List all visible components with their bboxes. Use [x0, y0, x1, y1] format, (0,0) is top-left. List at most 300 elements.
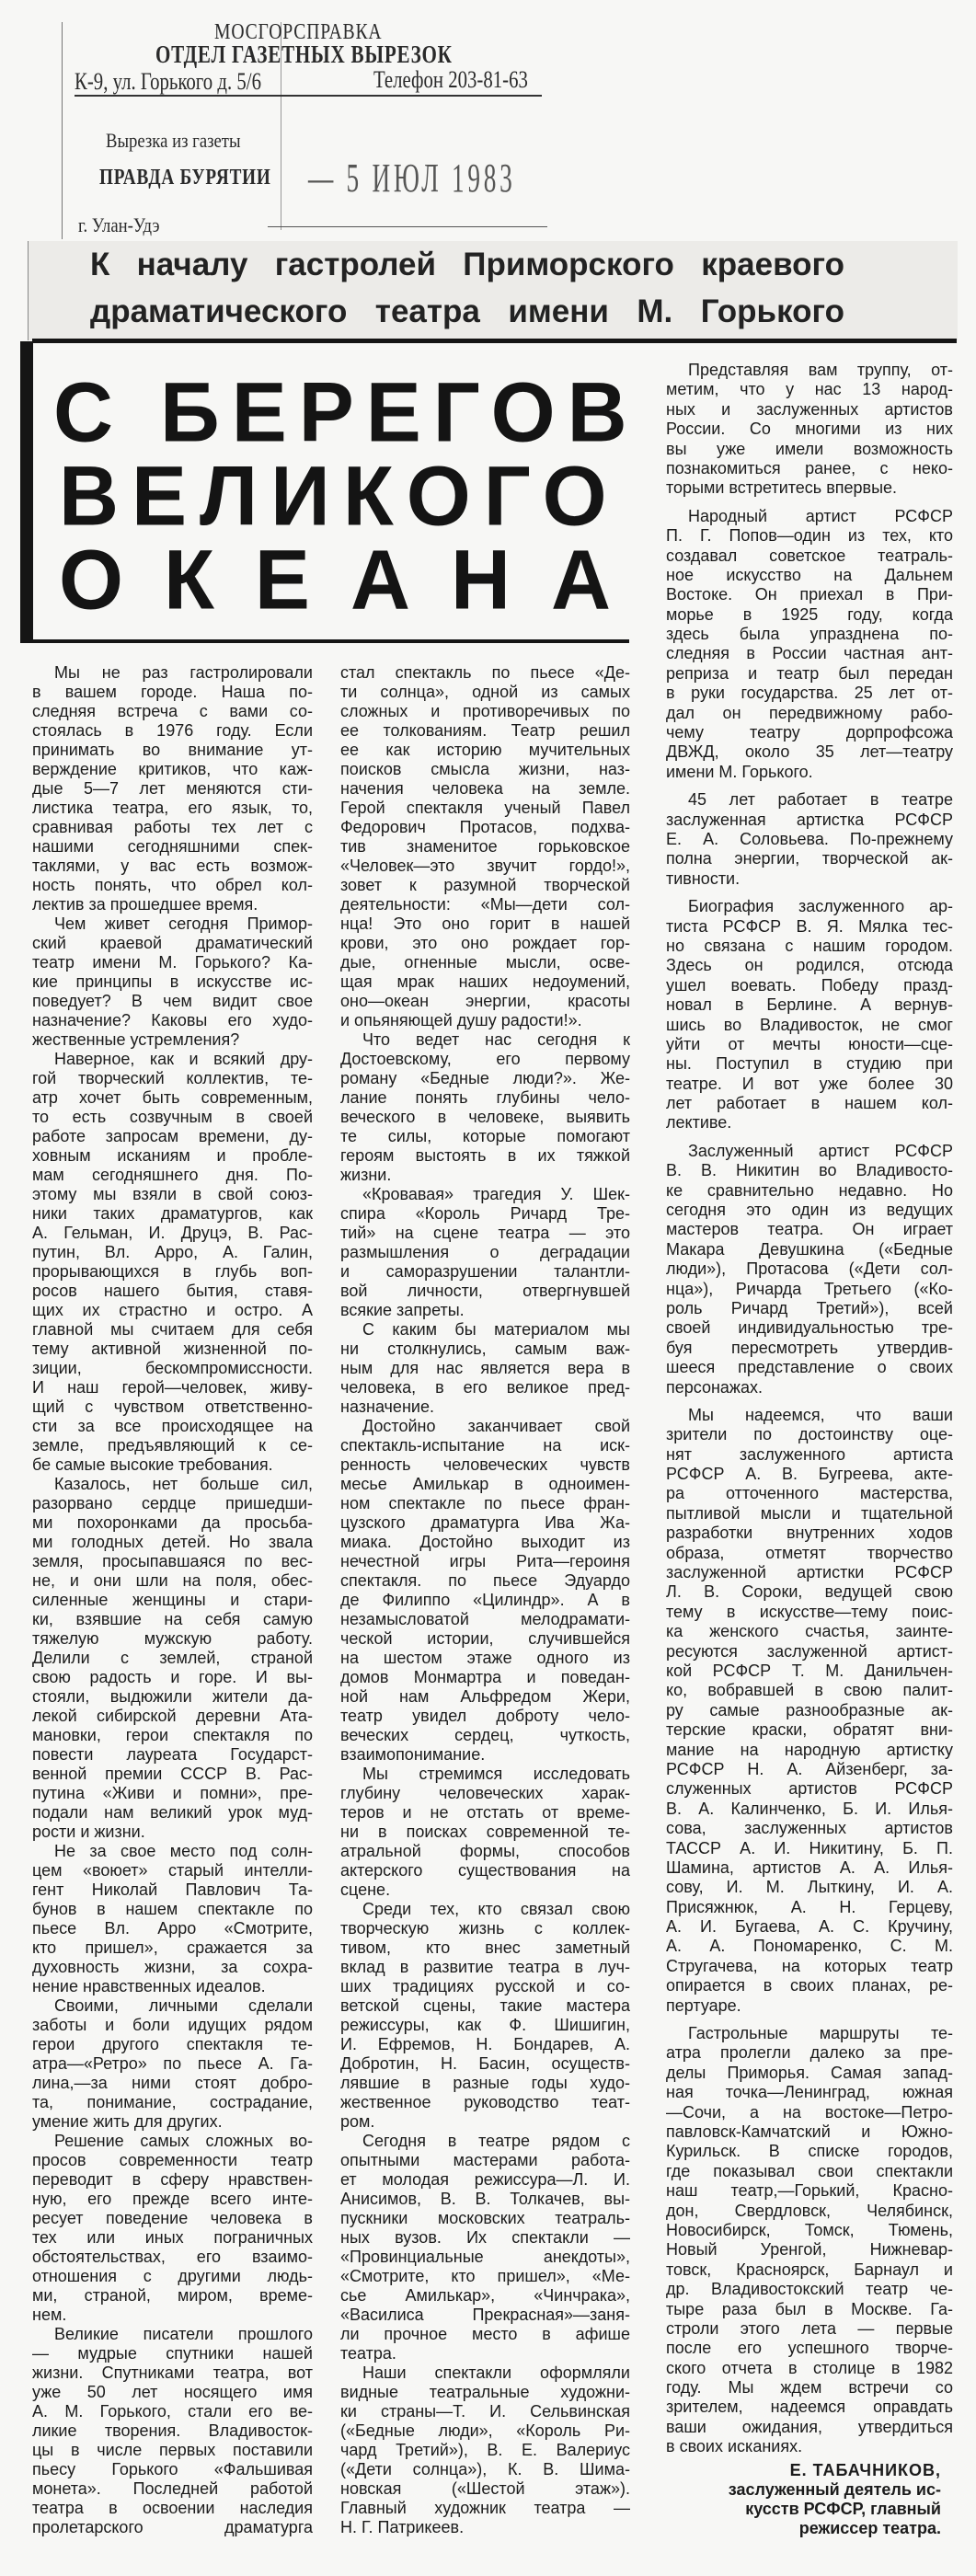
paragraph: [32, 2132, 313, 2325]
text-line: чему театру дорпрофсожа: [666, 723, 953, 742]
text-line: в руки государства. 25 лет от-: [666, 684, 953, 703]
text-line: нечестной игры Рита—героиня: [340, 1552, 630, 1570]
text-line: жизни.: [340, 1166, 392, 1184]
paragraph: [32, 1050, 313, 1475]
text-line: роль Ричард Третий»), всей: [666, 1298, 953, 1317]
text-line: лявшие в разные годы худо-: [340, 2074, 630, 2092]
text-line: шись во Владивосток, не смог: [666, 1015, 953, 1034]
text-line: режиссуры, как Ф. Шишигин,: [340, 2016, 630, 2034]
text-line: разработки внутренних ходов: [666, 1524, 953, 1543]
text-line: уйти от мечты юности—сце-: [666, 1034, 953, 1053]
text-line: дые, огненные мысли, осве-: [340, 953, 630, 972]
text-line: пьесу Горького «Фальшивая: [32, 2460, 313, 2478]
text-line: Гастрольные маршруты те-: [688, 2024, 953, 2043]
text-line: назначение.: [340, 1397, 434, 1416]
text-line: видные театральные художни-: [340, 2383, 630, 2401]
text-line: А. А. Пономаренко, С. М.: [666, 1937, 953, 1956]
text-line: П. Г. Попов—один из тех, кто: [666, 526, 953, 546]
text-line: путин, Вл. Арро, А. Галин,: [32, 1243, 313, 1261]
text-line: творческую жизнь с коллек-: [340, 1919, 630, 1938]
paragraph: [666, 507, 953, 782]
text-line: опытными мастерами работа-: [340, 2151, 630, 2169]
text-line: и саморазрушении талантли-: [340, 1262, 630, 1281]
text-line: Мы не раз гастролировали: [54, 663, 313, 682]
text-line: дон, Свердловск, Челябинск,: [666, 2201, 953, 2220]
text-line: ского отчета в столице в 1982: [666, 2358, 953, 2377]
text-line: зрителем, надеемся оправдать: [666, 2398, 953, 2417]
paragraph: [340, 1030, 630, 1185]
text-line: ли прочное место в афише: [340, 2325, 630, 2343]
text-line: тивности.: [666, 868, 741, 888]
text-line: незамысловатой мелодрамати-: [340, 1610, 630, 1628]
text-line: жественное руководство теат-: [340, 2093, 630, 2111]
text-line: жизни. Спутниками театра, вот: [32, 2363, 313, 2382]
text-line: герои другого спектакля те-: [32, 2035, 313, 2053]
text-line: Курильск. В списке городов,: [666, 2142, 953, 2161]
text-line: Представляя вам труппу, от-: [688, 361, 953, 379]
paragraph: [32, 1475, 313, 1842]
text-line: люди»), Протасова («Дети сол-: [666, 1259, 953, 1279]
text-line: нят заслуженного артиста: [666, 1444, 953, 1464]
text-line: ресует поведение человека в: [32, 2209, 313, 2227]
text-line: тех или иных пограничных: [32, 2228, 313, 2247]
text-line: щий с чувством ответственно-: [32, 1397, 313, 1416]
text-line: монета». Последней работой: [32, 2479, 313, 2498]
text-line: то есть созвучным в своей: [32, 1108, 313, 1126]
text-line: де Филиппо «Цилиндр». А в: [340, 1591, 630, 1609]
headline-line: ВЕЛИКОГО: [59, 450, 620, 544]
text-line: тий» на сцене театра — это: [340, 1224, 630, 1242]
paragraph: [340, 1417, 630, 1765]
stamp-department: ОТДЕЛ ГАЗЕТНЫХ ВЫРЕЗОК: [155, 40, 453, 68]
text-line: А. Гельман, И. Друцэ, В. Рас-: [32, 1224, 313, 1242]
text-line: Казалось, нет больше сил,: [54, 1475, 313, 1493]
text-line: не, и они шли на поля, обес-: [32, 1571, 313, 1590]
text-line: атра—«Ретро» по пьесе А. Га-: [32, 2054, 313, 2073]
date-stamp: — 5 ИЮЛ 1983: [308, 155, 516, 201]
text-line: России. Со многими из них: [666, 420, 953, 439]
text-line: поисков смысла жизни, наз-: [340, 760, 630, 778]
text-line: «Кровавая» трагедия У. Шек-: [362, 1185, 630, 1203]
paragraph: [32, 1996, 313, 2132]
paragraph: [666, 361, 953, 499]
text-line: Шамина, артистов А. А. Илья-: [666, 1857, 953, 1877]
text-line: («Дети солнца»), К. В. Шима-: [340, 2460, 630, 2478]
text-line: спектакля. по пьесе Эдуардо: [340, 1571, 630, 1590]
text-line: обстоятельствах, его взаимо-: [32, 2248, 313, 2266]
text-line: кто пришел», сражается за: [32, 1938, 313, 1957]
text-line: человека, в его великое пред-: [340, 1378, 630, 1397]
text-line: И. Ефремов, Н. Бондарев, А.: [340, 2035, 630, 2053]
paragraph: [32, 2325, 313, 2537]
text-line: создавал советское театраль-: [666, 546, 953, 565]
text-line: в своих исканиях.: [666, 2437, 803, 2456]
text-line: А. М. Горького, стали его ве-: [32, 2402, 313, 2421]
text-line: сье Амилькар», «Чинчрака»,: [340, 2286, 630, 2305]
text-line: подали нам великий урок муд-: [32, 1803, 313, 1822]
text-line: следняя встреча с вами со-: [32, 702, 313, 720]
text-line: ром.: [340, 2112, 375, 2131]
text-line: лание понять глубины чело-: [340, 1088, 630, 1107]
text-line: назначение? Каковы его худо-: [32, 1011, 313, 1029]
text-line: стояли, выдюжили жители да-: [32, 1687, 313, 1706]
text-line: бунов в нашем спектакле по: [32, 1900, 313, 1918]
text-line: лекой сибирской деревни Ата-: [32, 1707, 313, 1725]
author-role-line: режиссер театра.: [798, 2519, 941, 2537]
paragraph: [340, 1900, 630, 2132]
text-line: ны. Поступил в студию при: [666, 1054, 953, 1074]
paragraph: [32, 914, 313, 1050]
text-line: Чем живет сегодня Примор-: [54, 914, 313, 933]
paragraph: [32, 1842, 313, 1996]
text-line: ки страны—Т. И. Сельвинская: [340, 2402, 630, 2421]
text-line: ни столкнулись, самым важ-: [340, 1340, 630, 1358]
text-line: бе самые высокие требования.: [32, 1455, 273, 1474]
author-role-line: заслуженный деятель ис-: [728, 2480, 941, 2499]
paragraph: [340, 2363, 630, 2537]
text-line: Макара Девушкина («Бедные: [666, 1239, 953, 1259]
text-line: В. В. Никитин во Владивосто-: [666, 1161, 953, 1180]
text-line: атр хочет быть современным,: [32, 1088, 313, 1107]
text-line: стоялась в 1976 году. Если: [32, 721, 313, 740]
text-line: атра пролегли далеко за пре-: [666, 2043, 953, 2063]
text-line: тему в искусстве—тему поис-: [666, 1602, 953, 1621]
text-line: щих их страстно и остро. А: [32, 1301, 313, 1319]
text-line: Н. Г. Патрикеев.: [340, 2518, 465, 2536]
text-line: Заслуженный артист РСФСР: [688, 1141, 953, 1160]
text-line: («Бедные люди», «Король Ри-: [340, 2421, 630, 2440]
text-line: кой РСФСР Т. М. Данильчен-: [666, 1662, 953, 1680]
text-line: пьесе Вл. Арро «Смотрите,: [32, 1919, 313, 1938]
text-line: пускники московских театраль-: [340, 2209, 630, 2227]
text-line: сову, И. М. Лыткину, И. А.: [666, 1878, 953, 1897]
text-line: Не за свое место под солн-: [54, 1842, 313, 1860]
text-line: пертуаре.: [666, 1995, 741, 2015]
text-line: актерского существования на: [340, 1861, 630, 1880]
text-line: вы уже имели возможность: [666, 439, 953, 458]
text-line: ти солнца», одной из самых: [340, 683, 630, 701]
text-line: заслуженной артистки РСФСР: [666, 1563, 953, 1582]
text-line: Сегодня в театре рядом с: [362, 2132, 630, 2150]
text-line: мастеров театра. Он играет: [666, 1220, 953, 1239]
text-line: после его успешного творче-: [666, 2339, 953, 2358]
text-line: нем.: [32, 2306, 67, 2324]
text-line: лина,—за ними стоят добро-: [32, 2074, 313, 2092]
text-line: верждение критиков, что каж-: [32, 760, 313, 778]
text-line: С каким бы материалом мы: [362, 1320, 630, 1339]
text-line: ных вузов. Их спектакли —: [340, 2228, 630, 2247]
text-line: веческого в человеке, выявить: [340, 1108, 630, 1126]
paragraph: [340, 1765, 630, 1900]
text-line: цузского драматурга Ива Жа-: [340, 1513, 630, 1532]
paragraph: [666, 2024, 953, 2457]
text-line: И наш герой—человек, живу-: [32, 1378, 313, 1397]
text-line: Новосибирск, Томск, Тюмень,: [666, 2220, 953, 2239]
text-line: роману «Бедные люди?». Же-: [340, 1069, 630, 1087]
text-line: ки, взявшие на себя самую: [32, 1610, 313, 1628]
text-line: нашими сегодняшними спек-: [32, 837, 313, 856]
text-line: размышления о деградации: [340, 1243, 630, 1261]
text-line: тиста РСФСР В. Я. Мялка тес-: [666, 916, 953, 936]
stamp-address: К-9, ул. Горького д. 5/6: [75, 68, 261, 95]
text-line: 45 лет работает в театре: [688, 790, 953, 810]
text-line: цем «воюет» старый интелли-: [32, 1861, 313, 1880]
text-line: сравнивая работы тех лет с: [32, 818, 313, 836]
text-line: полна энергии, творческой ак-: [666, 849, 953, 868]
text-line: ру самые разнообразные ак-: [666, 1700, 953, 1719]
text-line: духовность жизни, за сохра-: [32, 1958, 313, 1976]
text-line: «Василиса Прекрасная»—заня-: [340, 2306, 630, 2324]
text-line: тяжелую мужскую работу.: [32, 1629, 313, 1648]
text-line: ми, страной, миром, време-: [32, 2286, 313, 2305]
text-line: Достойно заканчивает свой: [362, 1417, 630, 1435]
text-line: Среди тех, кто связал свою: [362, 1900, 630, 1918]
text-line: сегодня это один из ведущих: [666, 1201, 953, 1220]
text-line: Что ведет нас сегодня к: [362, 1030, 630, 1049]
stamp-rule: [75, 95, 542, 97]
text-line: но связана с нашим городом.: [666, 936, 953, 955]
text-line: умение жить для других.: [32, 2112, 223, 2131]
paragraph: [340, 663, 630, 1030]
text-line: зовет к разумной творческой: [340, 876, 630, 894]
text-line: новская («Шестой этаж»).: [340, 2479, 630, 2498]
paragraph: [340, 1320, 630, 1417]
text-line: Здесь он родился, отсюда: [666, 956, 953, 975]
text-line: терские краски, обратят вни-: [666, 1720, 953, 1740]
text-line: театр имени М. Горького? Ка-: [32, 953, 313, 972]
text-line: Анисимов, В. В. Толкачев, вы-: [340, 2190, 630, 2208]
text-line: повести лауреата Государст-: [32, 1745, 313, 1764]
text-line: мам сегодняшнего дня. По-: [32, 1166, 313, 1184]
text-line: новал в Берлине. А вернув-: [666, 995, 953, 1015]
text-line: РСФСР А. В. Бугреева, акте-: [666, 1465, 953, 1484]
text-line: —Сочи, а на востоке—Петро-: [666, 2102, 953, 2122]
text-line: ной нам Альфредом Жери,: [340, 1687, 630, 1706]
text-line: познакомиться ранее, с неко-: [666, 458, 953, 477]
text-line: кие принципы в искусстве ис-: [32, 972, 313, 991]
text-line: персонажах.: [666, 1377, 763, 1397]
text-line: заботы и боли идущих рядом: [32, 2016, 313, 2034]
text-line: на шестом этаже одного из: [340, 1649, 630, 1667]
newspaper-name: ПРАВДА БУРЯТИИ: [99, 166, 271, 190]
text-line: ТАССР А. И. Никитину, Б. П.: [666, 1838, 953, 1857]
text-line: земля, просыпавшаяся по вес-: [32, 1552, 313, 1570]
text-line: ра отточенного мастерства,: [666, 1484, 953, 1503]
stamp-phone: Телефон 203-81-63: [373, 66, 528, 93]
text-line: году. Мы ждем встречи со: [666, 2378, 953, 2398]
stamp-city: г. Улан-Удэ: [78, 213, 160, 236]
text-line: главной мы считаем для себя: [32, 1320, 313, 1339]
text-line: работе запросам времени, ду-: [32, 1127, 313, 1145]
text-line: мановки, герои спектакля по: [32, 1726, 313, 1744]
text-line: миака. Достойно выходит из: [340, 1533, 630, 1551]
text-line: лектив за прошедшее время.: [32, 895, 258, 914]
text-line: ни в поисках современной те-: [340, 1823, 630, 1841]
text-line: ники таких драматургов, как: [32, 1204, 313, 1223]
text-line: гент Николай Павлович Та-: [32, 1880, 313, 1899]
clipping-from-label: Вырезка из газеты: [106, 129, 241, 152]
text-line: стал спектакль по пьесе «Де-: [340, 663, 630, 682]
text-line: тивом, кто внес заметный: [340, 1938, 630, 1957]
text-line: крови, это оно рождает гор-: [340, 934, 630, 952]
text-line: сложных и противоречивых по: [340, 702, 630, 720]
text-line: Новый Уренгой, Нижневар-: [666, 2240, 953, 2260]
text-line: театра в освоении наследия: [32, 2499, 313, 2517]
text-line: те силы, которые помогают: [340, 1127, 630, 1145]
author-role-line: кусств РСФСР, главный: [745, 2500, 941, 2518]
text-line: Востоке. Он приехал в При-: [666, 585, 953, 604]
text-line: месье Амилькар в одноимен-: [340, 1475, 630, 1493]
text-line: героям выстоять в их тяжкой: [340, 1146, 630, 1165]
text-line: и опьяняющей душу радости!».: [340, 1011, 582, 1029]
author-name: Е. ТАБАЧНИКОВ,: [789, 2461, 941, 2479]
text-line: всякие запреты.: [340, 1301, 465, 1319]
text-line: спира «Король Ричард Тре-: [340, 1204, 630, 1223]
text-line: лективе.: [666, 1113, 732, 1133]
paragraph: [666, 1406, 953, 2016]
text-line: теров и не отстать от време-: [340, 1803, 630, 1822]
paragraph: [32, 663, 313, 914]
headline-box-border: [20, 341, 33, 643]
headline-box-border: [20, 639, 629, 643]
text-line: деятельности: «Мы—дети сол-: [340, 895, 630, 914]
text-line: торыми встретитесь впервые.: [666, 478, 898, 498]
text-line: отношения с другими людь-: [32, 2267, 313, 2285]
text-line: образа, отметят творчество: [666, 1543, 953, 1562]
text-line: Герой спектакля ученый Павел: [340, 799, 630, 817]
text-line: буя пересмотреть утвердив-: [666, 1338, 953, 1357]
text-line: листика театра, его язык, то,: [32, 799, 313, 817]
text-line: жественные устремления?: [32, 1030, 240, 1049]
text-line: путина «Живи и помни», пре-: [32, 1784, 313, 1802]
paragraph: [666, 1142, 953, 1397]
text-line: дал он передвижному рабо-: [666, 703, 953, 722]
text-line: мание на народную артистку: [666, 1740, 953, 1759]
text-line: уже 50 лет носящего имя: [32, 2383, 313, 2401]
text-line: метим, что у нас 13 народ-: [666, 380, 953, 399]
text-line: зрители по достоинству оце-: [666, 1425, 953, 1444]
text-line: ликие творения. Владивосток-: [32, 2421, 313, 2440]
text-line: сцене.: [340, 1880, 391, 1899]
stamp-rule: [268, 226, 547, 227]
text-line: ми похоронками да просьба-: [32, 1513, 313, 1532]
text-line: вой личности, отвергнувшей: [340, 1282, 630, 1300]
text-line: ушел воевать. Победу празд-: [666, 975, 953, 995]
text-line: — мудрые спутники нашей: [32, 2344, 313, 2363]
text-line: театре. И вот уже более 30: [666, 1074, 953, 1093]
text-line: театр увидел доброту чело-: [340, 1707, 630, 1725]
stamp-border-line: [62, 22, 63, 239]
text-line: Делили с землей, страной: [32, 1649, 313, 1667]
text-line: тему активной жизненной по-: [32, 1340, 313, 1358]
text-line: венной премии СССР В. Рас-: [32, 1765, 313, 1783]
text-line: Достоевскому, его первому: [340, 1050, 630, 1068]
text-line: взаимопонимание.: [340, 1745, 486, 1764]
text-line: ет молодая режиссура—Л. И.: [340, 2170, 630, 2189]
text-line: нца»), Ричарда Третьего («Ко-: [666, 1279, 953, 1298]
text-line: РСФСР Н. А. Айзенберг, за-: [666, 1759, 953, 1778]
text-line: здесь была упразднена по-: [666, 625, 953, 644]
text-line: заслуженная артистка РСФСР: [666, 810, 953, 829]
stamp-organization: МОСГОРСПРАВКА: [214, 20, 383, 44]
text-line: служенных артистов РСФСР: [666, 1779, 953, 1799]
text-line: имени М. Горького.: [666, 762, 813, 781]
text-line: прорывающихся в глубь воп-: [32, 1262, 313, 1281]
text-line: рости и жизни.: [32, 1823, 145, 1841]
text-line: шееся представление о своих: [666, 1358, 953, 1377]
text-line: ветской сцены, такие мастера: [340, 1996, 630, 2015]
text-line: переводит в сферу нравствен-: [32, 2170, 313, 2189]
text-line: свою радость и горе. И вы-: [32, 1668, 313, 1686]
text-line: лет работает в нашем кол-: [666, 1094, 953, 1113]
text-line: Решение самых сложных во-: [54, 2132, 313, 2150]
text-line: Наши спектакли оформляли: [362, 2363, 630, 2382]
text-line: Е. А. Соловьева. По-прежнему: [666, 829, 953, 848]
text-line: Присяжнюк, А. Н. Герцеву,: [666, 1897, 953, 1916]
text-line: театра.: [340, 2344, 396, 2363]
headline-line: ОКЕАНА: [59, 534, 651, 627]
paragraph: [340, 2132, 630, 2363]
text-line: павловск-Камчатский и Южно-: [666, 2122, 953, 2141]
text-line: Л. В. Сороки, ведущей свою: [666, 1582, 953, 1602]
text-line: В. А. Калинченко, Б. И. Илья-: [666, 1799, 953, 1818]
text-line: Великие писатели прошлого: [54, 2325, 313, 2343]
text-line: ко, вобравшей в свою палит-: [666, 1681, 953, 1700]
text-line: ховным исканиям и пробле-: [32, 1146, 313, 1165]
paragraph: [666, 790, 953, 889]
text-line: атральной формы, способов: [340, 1842, 630, 1860]
text-line: ваши ожидания, утвердиться: [666, 2417, 953, 2436]
text-line: чард Третий»), В. Е. Валериус: [340, 2441, 630, 2459]
text-line: нение нравственных идеалов.: [32, 1977, 266, 1995]
text-line: цы в числе первых поставили: [32, 2441, 313, 2459]
text-line: ших традициях русской и со-: [340, 1977, 630, 1995]
text-line: своей индивидуальностью тре-: [666, 1318, 953, 1338]
text-line: ее толкованиям. Театр решил: [340, 721, 630, 740]
text-line: разорвано сердце пришедши-: [32, 1494, 313, 1512]
text-line: Биография заслуженного ар-: [688, 897, 953, 916]
paragraph: [340, 1185, 630, 1320]
text-line: ми голодных детей. Но звала: [32, 1533, 313, 1551]
text-line: делы Приморья. Самая запад-: [666, 2063, 953, 2082]
text-line: зиции, бескомпромиссности.: [32, 1359, 313, 1377]
text-line: этому мы взяли в свой союз-: [32, 1185, 313, 1203]
text-line: опирается в своих планах, ре-: [666, 1976, 953, 1995]
text-line: пытливой мысли и тщательной: [666, 1503, 953, 1523]
text-line: ДВЖД, около 35 лет—театру: [666, 742, 953, 762]
text-line: Своими, личными сделали: [54, 1996, 313, 2015]
text-line: поведует? В чем видит свое: [32, 992, 313, 1010]
text-line: ных и заслуженных артистов: [666, 399, 953, 419]
text-line: начения человека на земле.: [340, 779, 630, 798]
text-line: др. Владивостокский театр че-: [666, 2280, 953, 2299]
text-line: ческой истории, случившейся: [340, 1629, 630, 1648]
text-line: росов нашего бытия, ставя-: [32, 1282, 313, 1300]
text-line: пролетарского драматурга: [32, 2518, 313, 2536]
text-line: ке сравнительно недавно. Но: [666, 1180, 953, 1200]
text-line: Народный артист РСФСР: [688, 506, 953, 525]
article-column-3: [666, 361, 953, 2457]
article-column-2: [340, 663, 630, 2537]
text-line: ее как историю мучительных: [340, 741, 630, 759]
divider-rule: [32, 339, 957, 343]
text-line: морье в 1925 году, когда: [666, 604, 953, 624]
paragraph: [666, 897, 953, 1133]
text-line: ка женского счастья, заинте-: [666, 1622, 953, 1641]
text-line: ресуются заслуженной артист-: [666, 1641, 953, 1661]
text-line: вклад в развитие театра в луч-: [340, 1958, 630, 1976]
text-line: где показывал свои спектакли: [666, 2161, 953, 2180]
